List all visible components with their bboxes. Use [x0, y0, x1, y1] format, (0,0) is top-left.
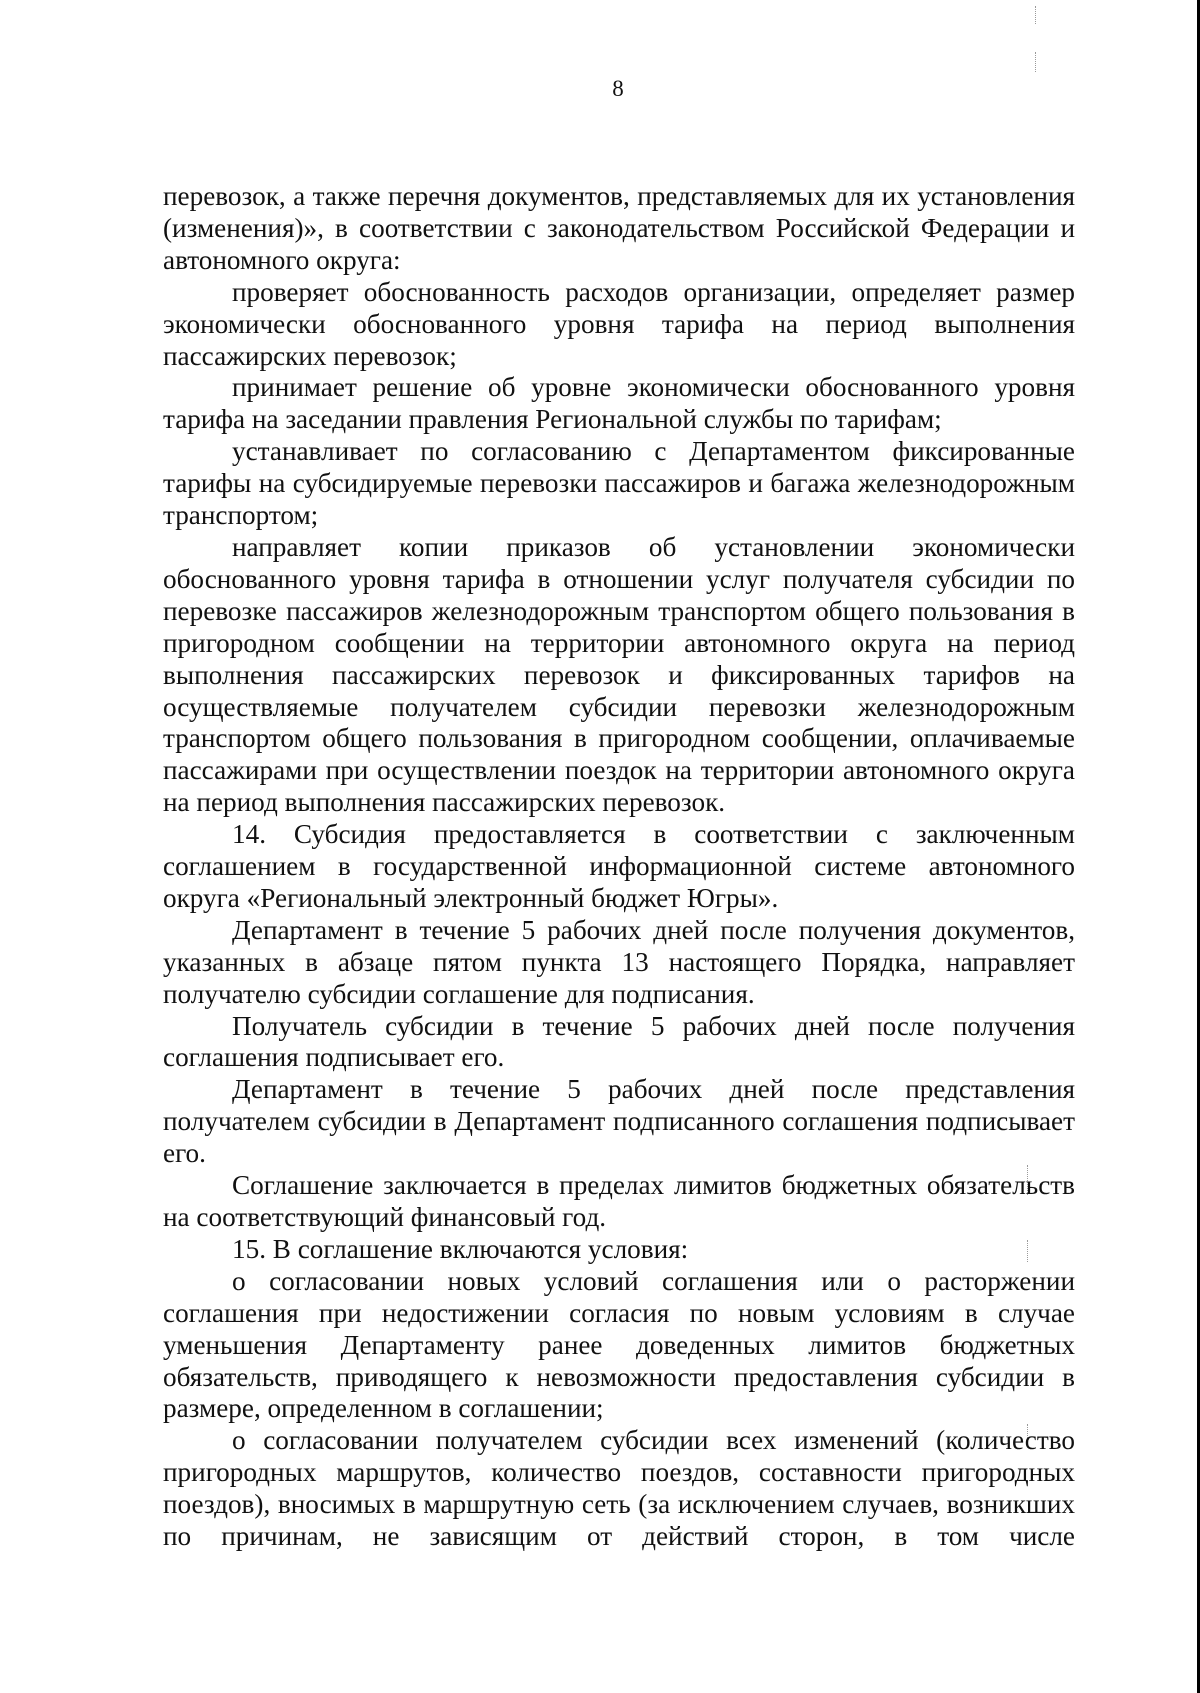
paragraph: Департамент в течение 5 рабочих дней после получения документов, указанных в абзаце пятом пункта 13 настоящего Порядка, направляет получателю субсидии соглашение для подписания. [163, 914, 1075, 1009]
paragraph: проверяет обоснованность расходов организации, определяет размер экономически обоснованного уровня тарифа на период выполнения пассажирских перевозок; [163, 276, 1075, 371]
scan-artifact [1035, 52, 1037, 72]
paragraph: Департамент в течение 5 рабочих дней после представления получателем субсидии в Департамент подписанного соглашения подписывает его. [163, 1074, 1075, 1169]
paragraph-item-15: 15. В соглашение включаются условия: [232, 1233, 689, 1264]
paragraph: о согласовании новых условий соглашения или о расторжении соглашения при недостижении согласия по новым условиям в случае уменьшения Департаменту ранее доведенных лимитов бюджетных обязательств, приводящего к невозможности предоставления субсидии в размере, определенном в соглашении; [163, 1265, 1075, 1424]
paragraph: направляет копии приказов об установлении экономически обоснованного уровня тарифа в отношении услуг получателя субсидии по перевозке пассажиров железнодорожным транспортом общего пользования в пригородном сообщении на территории автономного округа на период выполнения пассажирских перевозок и фиксированных тарифов на осуществляемые получателем субсидии перевозки железнодорожным транспортом общего пользования в пригородном сообщении, оплачиваемые пассажирами при осуществлении поездок на территории автономного округа на период выполнения пассажирских перевозок. [163, 531, 1075, 818]
paragraph-item-14: 14. Субсидия предоставляется в соответствии с заключенным соглашением в государственной информационной системе автономного округа «Региональный электронный бюджет Югры». [163, 819, 1075, 913]
paragraph: Соглашение заключается в пределах лимитов бюджетных обязательств на соответствующий финансовый год. [163, 1170, 1075, 1232]
paragraph: принимает решение об уровне экономически обоснованного уровня тарифа на заседании правления Региональной службы по тарифам; [163, 372, 1075, 435]
paragraph-continues: о согласовании получателем субсидии всех изменений (количество пригородных маршрутов, количество поездов, составности пригородных поездов), вносимых в маршрутную сеть (за исключением случаев, возникших по причинам, не зависящим от действий сторон, в том числе [163, 1425, 1075, 1552]
paragraph: устанавливает по согласованию с Департаментом фиксированные тарифы на субсидируемые перевозки пассажиров и багажа железнодорожным транспортом; [163, 436, 1075, 531]
page-number: 8 [612, 76, 624, 101]
scan-artifact [1035, 6, 1037, 24]
paragraph: Получатель субсидии в течение 5 рабочих дней после получения соглашения подписывает его. [163, 1010, 1075, 1073]
paragraph-continuation: перевозок, а также перечня документов, представляемых для их установления (изменения)», в соответствии с законодательством Российской Федерации и автономного округа: [163, 181, 1075, 275]
document-body [163, 181, 1075, 1553]
